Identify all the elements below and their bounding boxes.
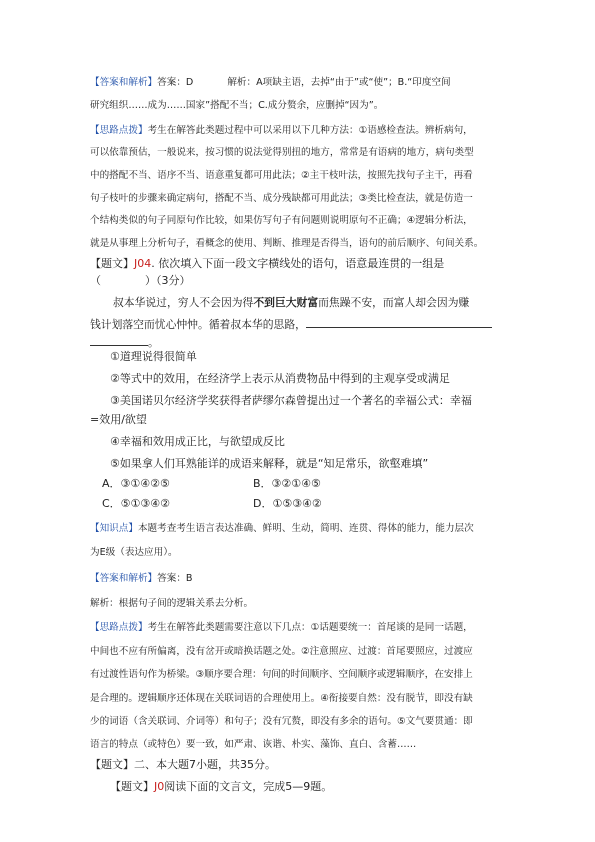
option-c: C．⑤①③④② bbox=[102, 497, 170, 510]
q4-paren: （ ）（3分） bbox=[90, 274, 191, 287]
q4-item-4: ④幸福和效用成正比，与欲望成反比 bbox=[110, 435, 285, 448]
q3-analysis-cont: 研究组织……成为……国家”搭配不当；C.成分赘余，应删掉“因为”。 bbox=[90, 100, 384, 111]
q4-tip-line-2: 中间也不应有所偏离，没有岔开或暗换话题之处。②注意照应、过渡：首尾要照应，过渡应 bbox=[90, 646, 473, 657]
option-a: A．③①④②⑤ bbox=[102, 477, 170, 490]
q4-tip-line-4: 是合理的。逻辑顺序还体现在关联词语的合理使用上。④衔接要自然：没有脱节，即没有缺 bbox=[90, 693, 473, 704]
q3-answer-line bbox=[90, 76, 451, 90]
knowledge-line-2: 为E级（表达应用）。 bbox=[90, 547, 178, 558]
tip-tag: 【思路点拨】 bbox=[90, 125, 148, 136]
tip-tag: 【思路点拨】 bbox=[90, 622, 148, 633]
q4-item-3-cont: =效用/欲望 bbox=[90, 413, 147, 426]
q4-tip-line-1: 【思路点拨】考生在解答此类题需要注意以下几点：①话题要统一：首尾谈的是同一话题， bbox=[90, 622, 473, 633]
q4-item-2: ②等式中的效用，在经济学上表示从消费物品中得到的主观享受或满足 bbox=[110, 372, 450, 385]
q4-answer-line bbox=[90, 572, 193, 586]
section-heading: 【题文】二、本大题7小题，共35分。 bbox=[90, 758, 276, 771]
q4-analysis: 解析：根据句子间的逻辑关系去分析。 bbox=[90, 598, 254, 609]
blank-line bbox=[306, 316, 492, 328]
question-tag: 【题文】 bbox=[90, 257, 134, 270]
question-tag: 【题文】 bbox=[90, 758, 134, 771]
q3-tip-line-1: 【思路点拨】考生在解答此类题过程中可以采用以下几种方法：①语感检查法。辨析病句， bbox=[90, 125, 473, 136]
q4-item-5: ⑤如果拿人们耳熟能详的成语来解释，就是“知足常乐，欲壑难填” bbox=[110, 457, 429, 470]
blank-line bbox=[90, 334, 148, 346]
question-number: J0 bbox=[154, 780, 165, 793]
analysis-text: 解析：A项缺主语，去掉“由于”或“使”；B.“印度空间 bbox=[227, 77, 451, 88]
q3-tip-line-3: 中的搭配不当、语序不当、语意重复都可用此法；②主干枝叶法，按照先找句子主干，再看 bbox=[90, 170, 473, 181]
q4-item-1: ①道理说得很简单 bbox=[110, 350, 197, 363]
knowledge-tag: 【知识点】 bbox=[90, 523, 138, 534]
answer-value: 答案：B bbox=[157, 573, 193, 584]
q3-tip-line-6: 就是从事理上分析句子，看概念的使用、判断、推理是否得当，语句的前后顺序、句间关系。 bbox=[90, 238, 484, 249]
q3-tip-line-2: 可以依靠预估，一般说来，按习惯的说法觉得别扭的地方，常常是有语病的地方，病句类型 bbox=[90, 147, 474, 158]
option-d: D．①⑤③④② bbox=[253, 497, 322, 510]
answer-tag: 【答案和解析】 bbox=[90, 573, 158, 584]
q4-passage-line-3: 。 bbox=[90, 334, 159, 350]
q4-stem: 【题文】J04. 依次填入下面一段文字横线处的语句，语意最连贯的一组是 bbox=[90, 257, 445, 270]
option-b: B．③②①④⑤ bbox=[253, 477, 321, 490]
question-number: J04 bbox=[134, 257, 152, 270]
q4-tip-line-5: 少的词语（含关联词、介词等）和句子；没有冗赘，即没有多余的语句。⑤文气要贯通：即 bbox=[90, 716, 473, 727]
answer-tag: 【答案和解析】 bbox=[90, 77, 158, 88]
emphasis-text: 不到巨大财富 bbox=[253, 296, 319, 309]
q4-item-3: ③美国诺贝尔经济学奖获得者萨缪尔森曾提出过一个著名的幸福公式：幸福 bbox=[110, 394, 472, 407]
q4-tip-line-6: 语言的特点（或特色）要一致，如严肃、诙谐、朴实、藻饰、直白、含蓄…… bbox=[90, 739, 417, 750]
q3-tip-line-5: 个结构类似的句子同原句作比较，如果仿写句子有问题则说明原句不正确；④逻辑分析法， bbox=[90, 215, 473, 226]
q4-passage-line-2: 钱计划落空而忧心忡忡。循着叔本华的思路， bbox=[90, 316, 492, 332]
q3-tip-line-4: 句子枝叶的步骤来确定病句，搭配不当、成分残缺都可用此法；③类比检查法，就是仿造一 bbox=[90, 193, 473, 204]
knowledge-line-1: 【知识点】本题考查考生语言表达准确、鲜明、生动，简明、连贯、得体的能力，能力层次 bbox=[90, 523, 474, 534]
q5-stem: 【题文】J0阅读下面的文言文，完成5—9题。 bbox=[110, 780, 333, 793]
question-tag: 【题文】 bbox=[110, 780, 154, 793]
q4-passage-line-1: 叔本华说过，穷人不会因为得不到巨大财富而焦躁不安，而富人却会因为赚 bbox=[113, 296, 470, 309]
answer-value: 答案：D bbox=[157, 77, 194, 88]
q4-tip-line-3: 有过渡性语句作为桥梁。③顺序要合理：句间的时间顺序、空间顺序或逻辑顺序，在安排上 bbox=[90, 669, 473, 680]
